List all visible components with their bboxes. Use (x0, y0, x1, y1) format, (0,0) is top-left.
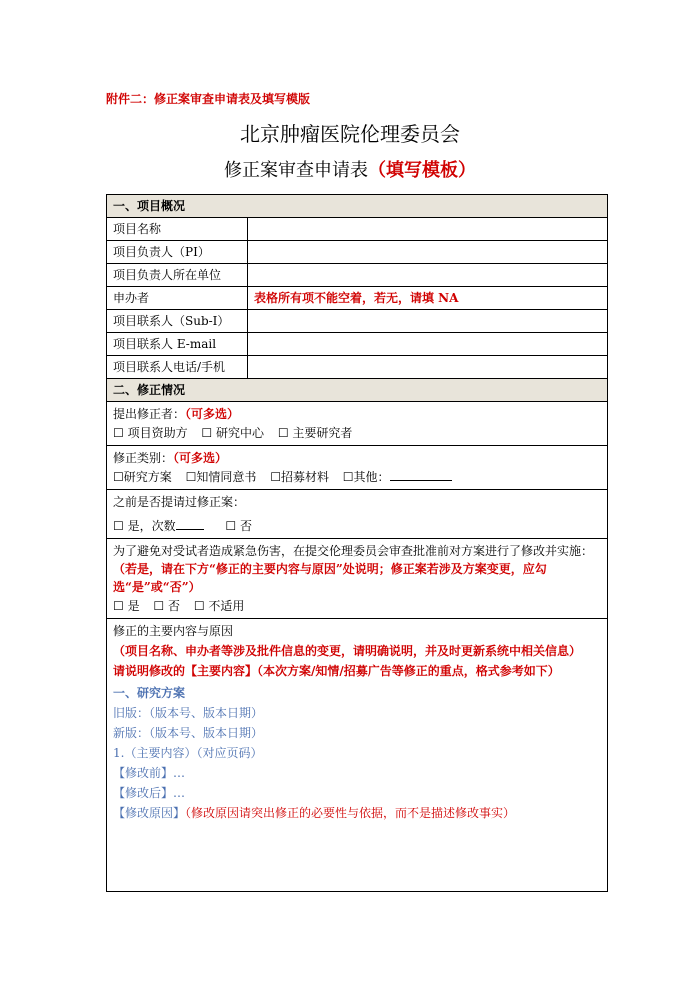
checkbox-center[interactable]: ☐ 研究中心 (201, 426, 264, 440)
reason-tag: 【修改原因】 (113, 806, 186, 820)
table-row (107, 356, 608, 379)
pi-unit-field[interactable] (248, 264, 608, 287)
checkbox-recruit[interactable]: ☐招募材料 (270, 470, 329, 484)
row-label: 项目联系人 E-mail (107, 333, 248, 356)
old-version: 旧版：（版本号、版本日期） (113, 706, 264, 720)
checkbox-emergency-no[interactable]: ☐ 否 (153, 599, 180, 613)
other-blank-field[interactable] (390, 468, 452, 481)
table-row (107, 287, 608, 310)
previous-row (107, 490, 608, 539)
form-title-suffix: （填写模板） (368, 160, 476, 181)
content-row (107, 619, 608, 892)
emergency-row (107, 539, 608, 619)
before-change: 【修改前】… (113, 766, 186, 780)
sponsor-field[interactable]: 表格所有项不能空着，若无，请填 NA (248, 287, 608, 310)
category-row (107, 446, 608, 490)
project-name-field[interactable] (248, 218, 608, 241)
application-form-table (106, 194, 608, 892)
sample-heading: 一、研究方案 (113, 686, 186, 700)
reason-text: （修改原因请突出修正的必要性与依据，而不是描述修改事实） (185, 806, 516, 820)
subi-field[interactable] (248, 310, 608, 333)
checkbox-other[interactable]: ☐其他： (342, 470, 390, 484)
checkbox-previous-no[interactable]: ☐ 否 (225, 519, 252, 533)
count-blank-field[interactable] (176, 517, 204, 530)
phone-field[interactable] (248, 356, 608, 379)
table-row (107, 241, 608, 264)
previous-label: 之前是否提请过修正案： (113, 495, 246, 509)
emergency-hint: （若是，请在下方“修正的主要内容与原因”处说明；修正案若涉及方案变更，应勾选“是”或“否”） (113, 562, 547, 594)
content-hint1: （项目名称、申办者等涉及批件信息的变更，请明确说明，并及时更新系统中相关信息） (113, 644, 582, 658)
proposer-hint: （可多选） (185, 407, 240, 421)
table-row (107, 218, 608, 241)
table-row (107, 310, 608, 333)
checkbox-emergency-na[interactable]: ☐ 不适用 (193, 599, 245, 613)
after-change: 【修改后】… (113, 786, 186, 800)
proposer-label: 提出修正者： (113, 407, 186, 421)
content-label: 修正的主要内容与原因 (113, 624, 234, 638)
emergency-text: 为了避免对受试者造成紧急伤害，在提交伦理委员会审查批准前对方案进行了修改并实施： (113, 544, 594, 558)
checkbox-protocol[interactable]: ☐研究方案 (113, 470, 172, 484)
table-row (107, 264, 608, 287)
checkbox-sponsor[interactable]: ☐ 项目资助方 (113, 426, 188, 440)
row-label: 申办者 (107, 287, 248, 310)
form-title-main: 修正案审查申请表 (224, 160, 368, 181)
row-label: 项目名称 (107, 218, 248, 241)
new-version: 新版：（版本号、版本日期） (113, 726, 264, 740)
section1-heading: 一、项目概况 (107, 195, 608, 218)
row-label: 项目负责人（PI） (107, 241, 248, 264)
row-label: 项目联系人电话/手机 (107, 356, 248, 379)
form-title (0, 156, 700, 182)
checkbox-consent[interactable]: ☐知情同意书 (185, 470, 257, 484)
section2-heading: 二、修正情况 (107, 379, 608, 402)
checkbox-previous-yes[interactable]: ☐ 是，次数 (113, 519, 176, 533)
table-row (107, 333, 608, 356)
checkbox-emergency-yes[interactable]: ☐ 是 (113, 599, 140, 613)
org-name: 北京肿瘤医院伦理委员会 (240, 122, 460, 146)
row-label: 项目联系人（Sub-I） (107, 310, 248, 333)
category-label: 修正类别： (113, 451, 174, 465)
email-field[interactable] (248, 333, 608, 356)
pi-field[interactable] (248, 241, 608, 264)
checkbox-pi[interactable]: ☐ 主要研究者 (277, 426, 353, 440)
category-hint: （可多选） (173, 451, 228, 465)
item-1: 1.（主要内容）（对应页码） (113, 746, 263, 760)
annex-label: 附件二：修正案审查申请表及填写模版 (106, 92, 311, 106)
row-label: 项目负责人所在单位 (107, 264, 248, 287)
proposer-row (107, 402, 608, 446)
content-hint2: 请说明修改的【主要内容】（本次方案/知情/招募广告等修正的重点，格式参考如下） (113, 664, 560, 678)
